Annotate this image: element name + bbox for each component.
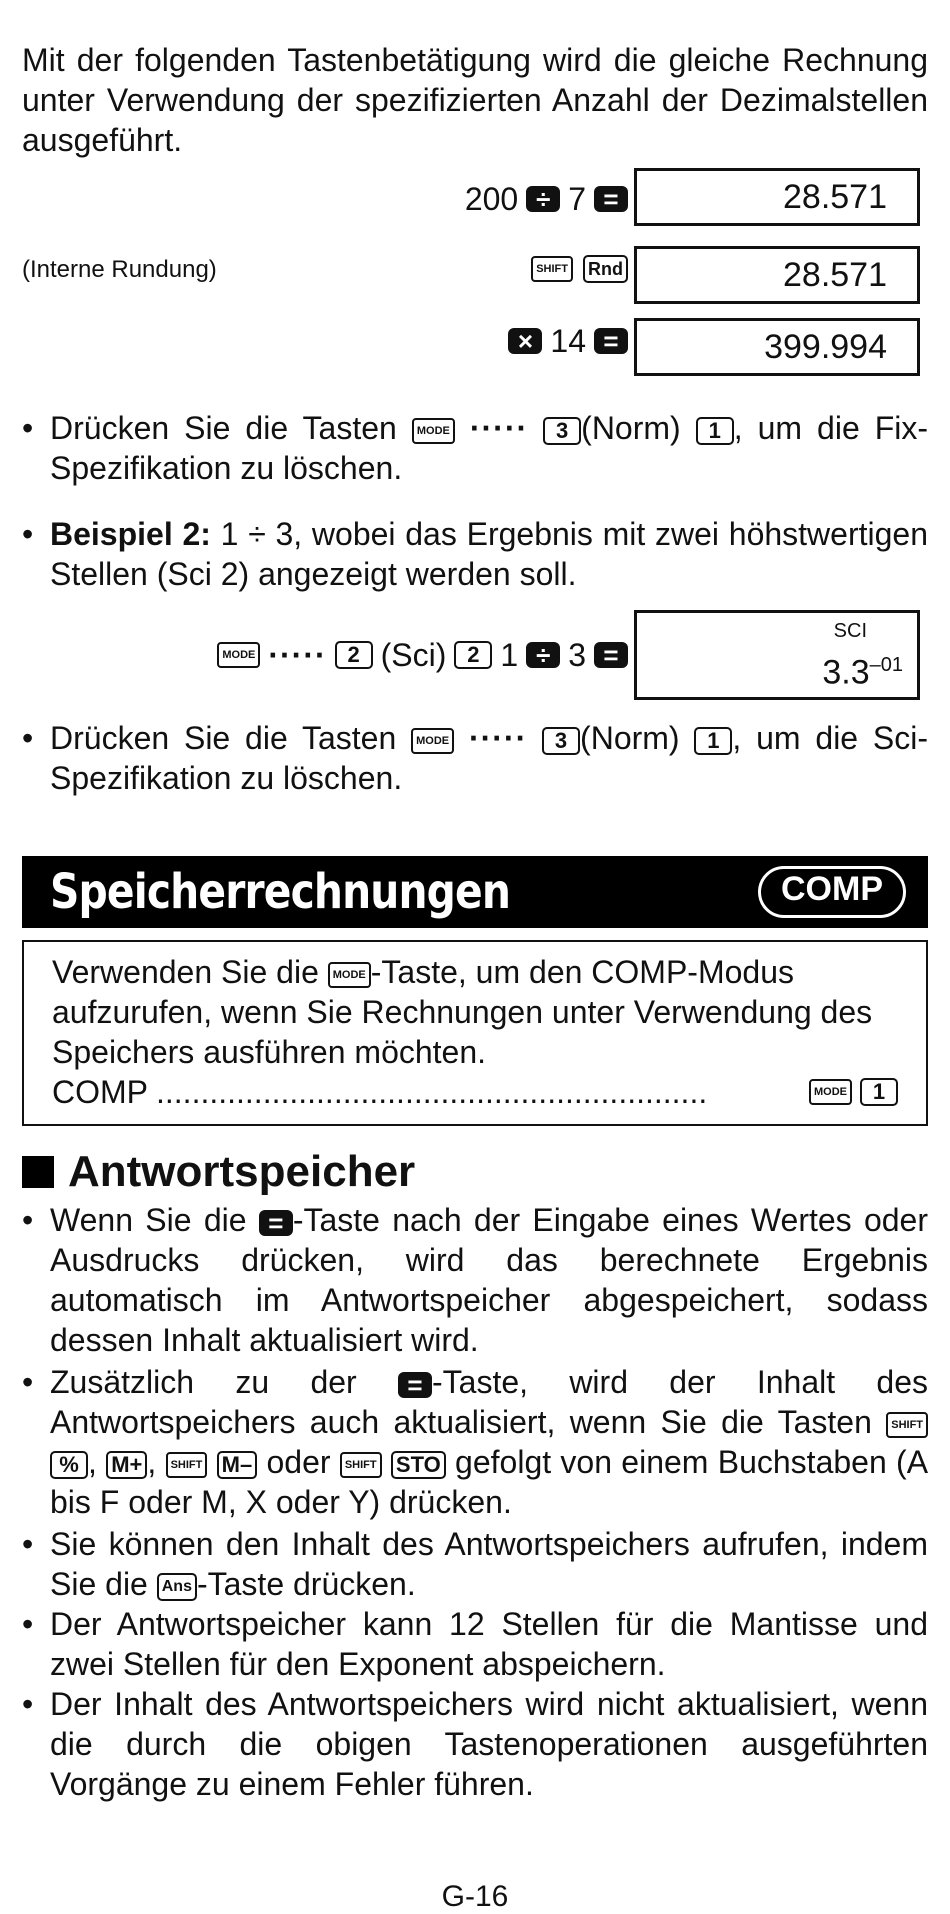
section-banner <box>22 856 928 928</box>
num-14: 14 <box>550 322 586 359</box>
mode-key-icon: MODE <box>411 728 454 754</box>
equals-key-icon: = <box>594 642 628 668</box>
mode-key-icon: MODE <box>328 962 371 988</box>
shift-key-icon: SHIFT <box>340 1452 382 1478</box>
keyseq-row-1 <box>465 174 628 224</box>
page-number: G-16 <box>441 1880 509 1913</box>
display-sci <box>634 610 920 700</box>
mode-key-icon: MODE <box>217 642 260 668</box>
multiply-key-icon: × <box>508 328 542 354</box>
comp-mode-box <box>22 940 928 1126</box>
display-2: 28.571 <box>634 246 920 304</box>
sto-key-icon: STO <box>391 1451 446 1479</box>
section-title: Speicherrechnungen <box>50 864 511 920</box>
rnd-key-icon: Rnd <box>583 255 628 283</box>
percent-key-icon: % <box>50 1451 88 1479</box>
equals-key-icon: = <box>259 1210 293 1236</box>
ans-heading: Antwortspeicher <box>22 1146 415 1198</box>
box-text: Verwenden Sie die MODE -Taste, um den COMP-Modus aufzurufen, wenn Sie Rechnungen unter Verwendung des Speichers ausführen möchten. <box>52 954 873 1070</box>
ans-bullet-4: • Der Antwortspeicher kann 12 Stellen für die Mantisse und zwei Stellen für den Exponent abspeichern. <box>22 1606 928 1682</box>
ans-bullet-2: • Zusätzlich zu der = -Taste, wird der Inhalt des Antwortspeichers auch aktualisiert, wenn Sie die Tasten SHIFT % , M+ , SHIFT M– oder SHIFT STO gefolgt von einem Buchstaben (A bis F oder M, X oder Y) drücken. <box>22 1364 929 1520</box>
shift-key-icon: SHIFT <box>886 1412 928 1438</box>
shift-key-icon: SHIFT <box>531 256 573 282</box>
mode-key-icon: MODE <box>412 418 455 444</box>
key-3-icon: 3 <box>542 727 580 755</box>
num-7: 7 <box>568 180 586 217</box>
display-3: 399.994 <box>634 318 920 376</box>
equals-key-icon: = <box>594 186 628 212</box>
equals-key-icon: = <box>594 328 628 354</box>
ans-key-icon: Ans <box>157 1573 197 1601</box>
mode-key-icon: MODE <box>809 1079 852 1105</box>
sci-indicator: SCI <box>833 620 867 642</box>
exponent: –01 <box>869 654 903 676</box>
divide-key-icon: ÷ <box>526 642 560 668</box>
key-1-icon: 1 <box>694 727 732 755</box>
key-1-icon: 1 <box>860 1078 898 1106</box>
keyseq-row-3 <box>508 316 628 366</box>
ans-bullet-1: • Wenn Sie die = -Taste nach der Eingabe eines Wertes oder Ausdrucks drücken, wird das berechnete Ergebnis automatisch im Antwortspeicher abgespeichert, sodass dessen Inhalt aktualisiert wird. <box>22 1202 929 1358</box>
internal-rounding-label: (Interne Rundung) <box>22 256 217 283</box>
mantissa: 3.3 <box>822 653 870 692</box>
square-bullet-icon <box>22 1156 54 1188</box>
m-plus-key-icon: M+ <box>106 1451 147 1479</box>
key-1-icon: 1 <box>696 417 734 445</box>
ans-bullet-5: • Der Inhalt des Antwortspeichers wird nicht aktualisiert, wenn die durch die obigen Tastenoperationen ausgeführten Vorgänge zu einem Fehler führen. <box>22 1686 928 1802</box>
keyseq-row-sci: MODE ····· 2 (Sci) 2 1 ÷ 3 = <box>217 630 628 680</box>
intro-paragraph: Mit der folgenden Tastenbetätigung wird die gleiche Rechnung unter Verwendung der spezifizierten Anzahl der Dezimalstellen ausgeführt. <box>22 42 928 158</box>
bullet-clear-fix: • Drücken Sie die Tasten MODE ····· 3 (Norm) 1 , um die Fix-Spezifikation zu löschen. <box>22 410 929 486</box>
ans-bullet-3: • Sie können den Inhalt des Antwortspeichers aufrufen, indem Sie die Ans -Taste drücken. <box>22 1526 928 1602</box>
shift-key-icon: SHIFT <box>166 1452 208 1478</box>
m-minus-key-icon: M– <box>217 1451 258 1479</box>
bullet-clear-sci: • Drücken Sie die Tasten MODE ····· 3 (Norm) 1 , um die Sci-Spezifikation zu löschen. <box>22 720 929 796</box>
equals-key-icon: = <box>398 1372 432 1398</box>
bullet-example-2: • Beispiel 2: 1 ÷ 3, wobei das Ergebnis mit zwei höhstwertigen Stellen (Sci 2) angezeigt werden soll. <box>22 516 929 592</box>
comp-line: COMP .............................................................. MODE 1 <box>52 1072 898 1112</box>
comp-mode-badge: COMP <box>758 866 906 918</box>
num-200: 200 <box>464 180 519 217</box>
display-1: 28.571 <box>634 168 920 226</box>
key-3-icon: 3 <box>543 417 581 445</box>
key-2-icon: 2 <box>454 641 492 669</box>
divide-key-icon: ÷ <box>526 186 560 212</box>
keyseq-row-2 <box>531 244 628 294</box>
key-2-icon: 2 <box>335 641 373 669</box>
